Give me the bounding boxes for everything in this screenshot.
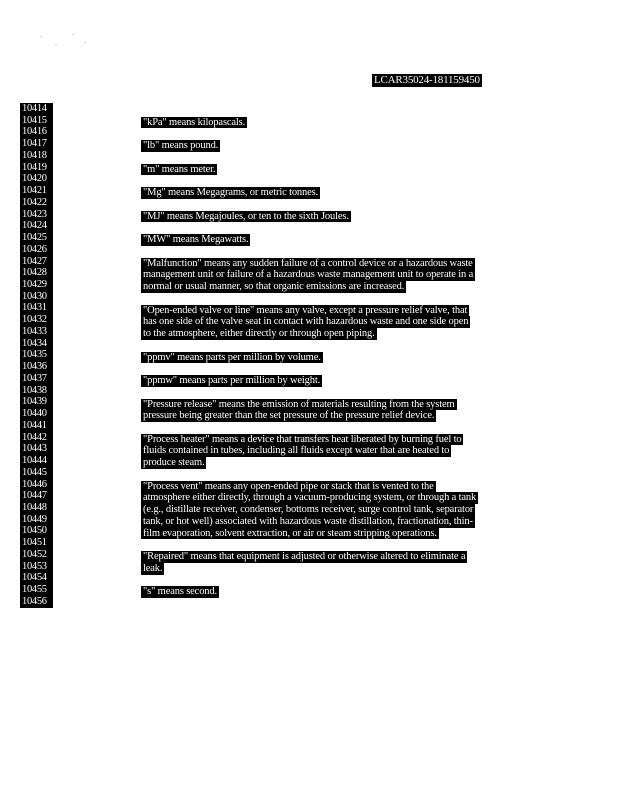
- line-number: 10424: [20, 220, 53, 232]
- definition-entry: [141, 352, 323, 364]
- line-number: 10432: [20, 314, 53, 326]
- definition-line: "ppmw" means parts per million by weight.: [143, 375, 321, 387]
- line-number: 10426: [20, 244, 53, 256]
- definition-line: film evaporation, solvent extraction, or air or steam stripping operations.: [143, 527, 437, 539]
- scan-speck: [72, 34, 74, 35]
- line-number: 10456: [20, 596, 53, 608]
- definition-line: "MJ" means Megajoules, or ten to the sixth Joules.: [143, 210, 349, 222]
- line-number: 10448: [20, 502, 53, 514]
- line-number: 10451: [20, 537, 53, 549]
- definition-line: (e.g., distillate receiver, condenser, bottoms receiver, surge control tank, separator: [143, 504, 474, 516]
- definition-entry: [141, 551, 467, 574]
- line-number: 10423: [20, 209, 53, 221]
- definition-line: produce steam.: [143, 457, 205, 469]
- line-number: 10415: [20, 115, 53, 127]
- definition-line: "lb" means pound.: [143, 140, 219, 152]
- definition-line: to the atmosphere, either directly or through open piping.: [143, 328, 375, 340]
- definition-line: "Mg" means Megagrams, or metric tonnes.: [143, 187, 319, 199]
- definition-line: "Pressure release" means the emission of materials resulting from the system: [143, 398, 455, 410]
- line-number: 10421: [20, 185, 53, 197]
- definition-line: atmosphere either directly, through a vacuum-producing system, or through a tank: [143, 492, 477, 504]
- line-number: 10449: [20, 514, 53, 526]
- line-number: 10429: [20, 279, 53, 291]
- definition-entry: [141, 481, 478, 540]
- line-number: 10419: [20, 162, 53, 174]
- definition-entry: [141, 187, 320, 199]
- line-number: 10444: [20, 455, 53, 467]
- definition-line: "Open-ended valve or line" means any valve, except a pressure relief valve, that: [143, 304, 468, 316]
- line-number: 10430: [20, 291, 53, 303]
- scan-speck: [55, 44, 57, 45]
- definition-entry: [141, 586, 219, 598]
- definition-entry: [141, 305, 470, 340]
- definition-entry: [141, 164, 217, 176]
- definition-line: "Malfunction" means any sudden failure of a control device or a hazardous waste: [143, 257, 473, 269]
- definition-entry: [141, 399, 457, 422]
- line-number-column: [20, 103, 54, 608]
- line-number: 10442: [20, 432, 53, 444]
- definition-entry: [141, 140, 220, 152]
- line-number: 10438: [20, 385, 53, 397]
- definition-line: normal or usual manner, so that organic emissions are increased.: [143, 281, 405, 293]
- scan-speck: [84, 42, 86, 43]
- line-number: 10427: [20, 256, 53, 268]
- definition-entry: [141, 117, 247, 129]
- line-number: 10425: [20, 232, 53, 244]
- definition-entry: [141, 434, 463, 469]
- definition-line: "Process vent" means any open-ended pipe or stack that is vented to the: [143, 480, 434, 492]
- definition-line: "m" means meter.: [143, 163, 216, 175]
- line-number: 10422: [20, 197, 53, 209]
- line-number: 10433: [20, 326, 53, 338]
- document-id: LCAR35024-181159450: [374, 74, 480, 86]
- line-number: 10454: [20, 572, 53, 584]
- definition-entry: [141, 375, 322, 387]
- line-number: 10435: [20, 349, 53, 361]
- definition-entry: [141, 211, 351, 223]
- line-number: 10431: [20, 302, 53, 314]
- definition-line: management unit or failure of a hazardous waste management unit to operate in a: [143, 269, 474, 281]
- line-number: 10417: [20, 138, 53, 150]
- definition-line: "ppmv" means parts per million by volume.: [143, 351, 321, 363]
- definition-line: pressure being greater than the set pressure of the pressure relief device.: [143, 410, 435, 422]
- definition-line: "MW" means Megawatts.: [143, 234, 249, 246]
- line-number: 10428: [20, 267, 53, 279]
- line-number: 10437: [20, 373, 53, 385]
- line-number: 10434: [20, 338, 53, 350]
- line-number: 10450: [20, 525, 53, 537]
- line-number: 10414: [20, 103, 53, 115]
- line-number: 10439: [20, 396, 53, 408]
- definition-line: tank, or hot well) associated with hazardous waste distillation, fractionation, thin-: [143, 515, 473, 527]
- line-number: 10452: [20, 549, 53, 561]
- definition-entry: [141, 234, 250, 246]
- definition-line: "kPa" means kilopascals.: [143, 116, 246, 128]
- line-number: 10436: [20, 361, 53, 373]
- line-number: 10455: [20, 584, 53, 596]
- line-number: 10453: [20, 561, 53, 573]
- definition-line: "s" means second.: [143, 586, 217, 598]
- line-number: 10418: [20, 150, 53, 162]
- line-number: 10447: [20, 490, 53, 502]
- definition-entry: [141, 258, 475, 293]
- line-number: 10416: [20, 126, 53, 138]
- line-number: 10441: [20, 420, 53, 432]
- line-number: 10420: [20, 173, 53, 185]
- definition-line: fluids contained in tubes, including all fluids except water that are heated to: [143, 445, 450, 457]
- definition-line: leak.: [143, 562, 163, 574]
- definition-line: "Repaired" means that equipment is adjusted or otherwise altered to eliminate a: [143, 551, 466, 563]
- scan-speck: [40, 36, 42, 37]
- line-number: 10446: [20, 479, 53, 491]
- line-number: 10443: [20, 443, 53, 455]
- definition-line: "Process heater" means a device that transfers heat liberated by burning fuel to: [143, 433, 462, 445]
- line-number: 10445: [20, 467, 53, 479]
- line-number: 10440: [20, 408, 53, 420]
- definition-line: has one side of the valve seat in contact with hazardous waste and one side open: [143, 316, 469, 328]
